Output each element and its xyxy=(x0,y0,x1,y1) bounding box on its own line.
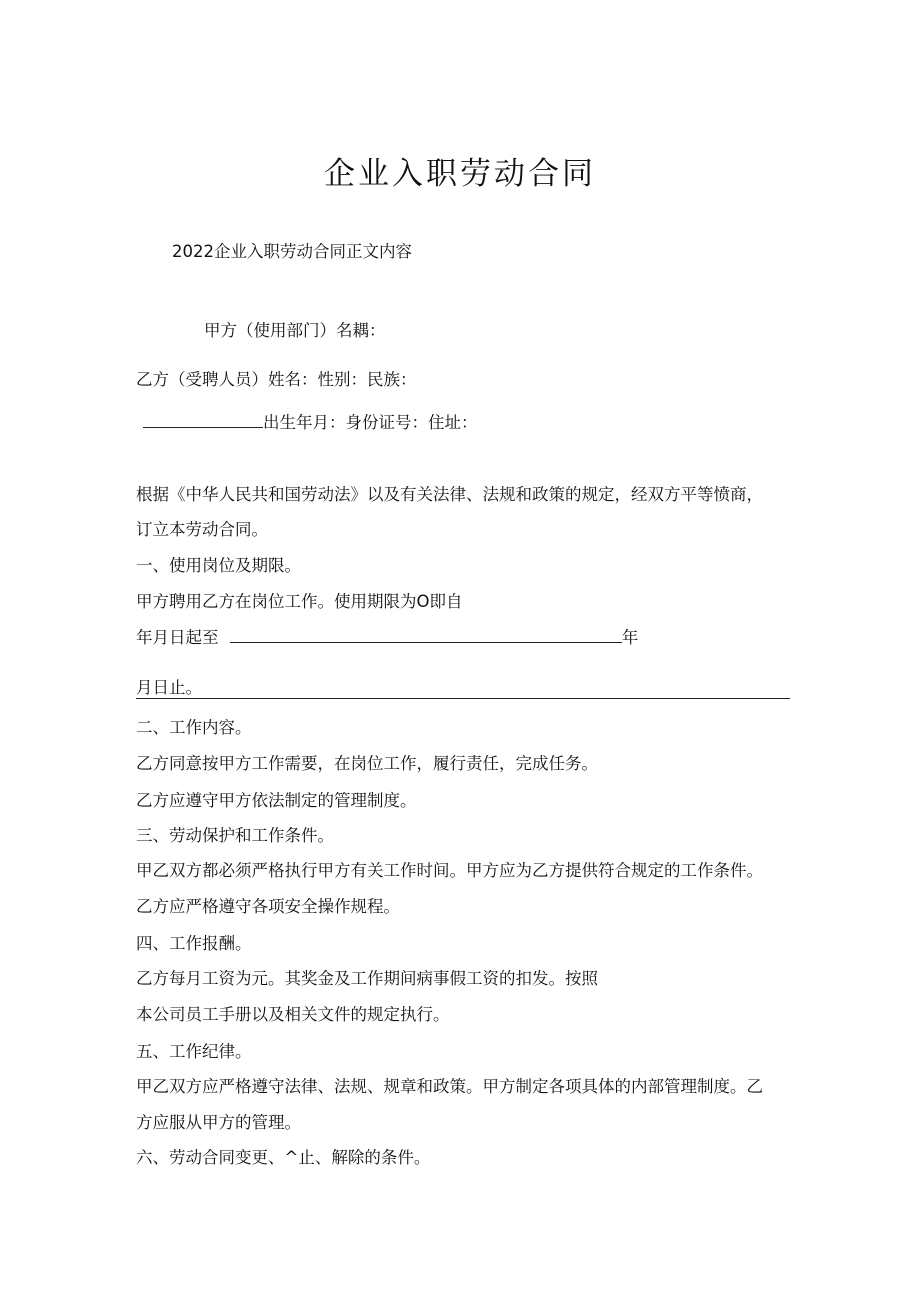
separator-rule xyxy=(136,698,790,699)
section-1-line-3: 月日止。 xyxy=(136,678,202,697)
document-title: 企业入职劳动合同 xyxy=(324,156,596,192)
section-4-line-1: 乙方每月工资为元。其奖金及工作期间病事假工资的扣发。按照 xyxy=(136,969,598,988)
section-3-line-1: 甲乙双方都必须严格执行甲方有关工作时间。甲方应为乙方提供符合规定的工作条件。 xyxy=(136,861,763,880)
section-3-line-2: 乙方应严格遵守各项安全操作规程。 xyxy=(136,897,400,916)
section-5-line-2: 方应服从甲方的管理。 xyxy=(136,1113,301,1132)
section-4-heading: 四、工作报酬。 xyxy=(136,934,252,953)
section-5-line-1: 甲乙双方应严格遵守法律、法规、规章和政策。甲方制定各项具体的内部管理制度。乙 xyxy=(136,1077,763,1096)
section-2-line-1: 乙方同意按甲方工作需要，在岗位工作，履行责任，完成任务。 xyxy=(136,754,598,773)
section-5-heading: 五、工作纪律。 xyxy=(136,1042,252,1061)
section-2-heading: 二、工作内容。 xyxy=(136,718,252,737)
birth-info-row xyxy=(143,409,478,433)
section-3-heading: 三、劳动保护和工作条件。 xyxy=(136,826,334,845)
party-a-line: 甲方（使用部门）名耦： xyxy=(204,321,386,340)
document-subtitle: 2022企业入职劳动合同正文内容 xyxy=(172,242,412,261)
start-date-label: 年月日起至 xyxy=(136,628,219,647)
year-label: 年 xyxy=(621,628,639,647)
party-b-line: 乙方（受聘人员）姓名：性别：民族： xyxy=(136,370,417,389)
section-1-line-2 xyxy=(136,624,638,648)
birth-info-line: 出生年月：身份证号：住址： xyxy=(263,413,478,432)
section-2-line-2: 乙方应遵守甲方依法制定的管理制度。 xyxy=(136,791,417,810)
blank-underline xyxy=(143,411,263,428)
section-1-line-1: 甲方聘用乙方在岗位工作。使用期限为O即自 xyxy=(136,592,463,611)
section-6-heading: 六、劳动合同变更、^止、解除的条件。 xyxy=(136,1148,431,1167)
date-range-underline xyxy=(230,626,622,643)
section-1-heading: 一、使用岗位及期限。 xyxy=(136,556,301,575)
section-4-line-2: 本公司员工手册以及相关文件的规定执行。 xyxy=(136,1005,450,1024)
intro-line-2: 订立本劳动合同。 xyxy=(136,520,268,539)
intro-line-1: 根据《中华人民共和国劳动法》以及有关法律、法规和政策的规定，经双方平等愤商， xyxy=(136,485,763,504)
